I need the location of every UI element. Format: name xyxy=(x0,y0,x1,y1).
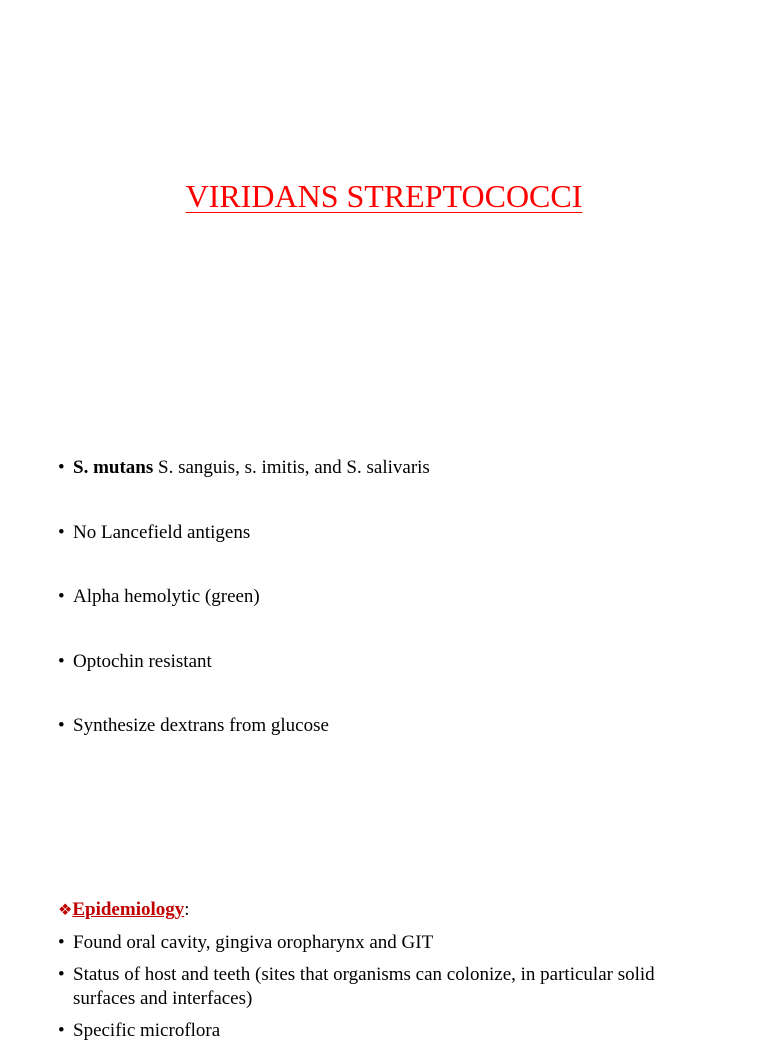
list-item-text: Optochin resistant xyxy=(73,650,212,672)
list-item xyxy=(58,521,738,586)
bullet-icon: • xyxy=(58,932,65,953)
epidemiology-list xyxy=(58,931,708,1051)
list-item-text: Found oral cavity, gingiva oropharynx and GIT xyxy=(73,932,434,953)
bullet-icon: • xyxy=(58,457,65,478)
bullet-icon: • xyxy=(58,521,65,543)
epidemiology-heading xyxy=(58,898,190,923)
document-title: VIRIDANS STREPTOCOCCI xyxy=(185,178,583,214)
bullet-icon: • xyxy=(58,650,65,672)
bullet-icon: • xyxy=(58,586,65,607)
species-name-bold: S. mutans xyxy=(73,457,154,478)
list-item-text: Alpha hemolytic (green) xyxy=(73,586,260,607)
list-item-text: No Lancefield antigens xyxy=(73,521,251,543)
list-item-text: Synthesize dextrans from glucose xyxy=(73,715,329,736)
list-item xyxy=(58,585,738,650)
epidemiology-label: Epidemiology xyxy=(72,899,185,920)
list-item xyxy=(58,650,738,715)
list-item xyxy=(58,714,738,779)
epidemiology-colon: : xyxy=(184,899,190,920)
list-item xyxy=(58,1019,708,1043)
list-item-text: Status of host and teeth (sites that organisms can colonize, in particular solid surfaces and interfaces) xyxy=(73,964,655,1009)
bullet-icon: • xyxy=(58,715,65,736)
diamond-bullet-icon: ❖ xyxy=(58,902,73,919)
bullet-icon: • xyxy=(58,964,65,985)
species-list-text: S. sanguis, s. imitis, and S. salivaris xyxy=(153,457,430,478)
list-item xyxy=(58,931,708,955)
list-item xyxy=(58,963,708,1011)
list-item-text: Specific microflora xyxy=(73,1020,221,1041)
property-list xyxy=(58,456,738,779)
bullet-icon: • xyxy=(58,1020,65,1041)
list-item xyxy=(58,456,738,521)
